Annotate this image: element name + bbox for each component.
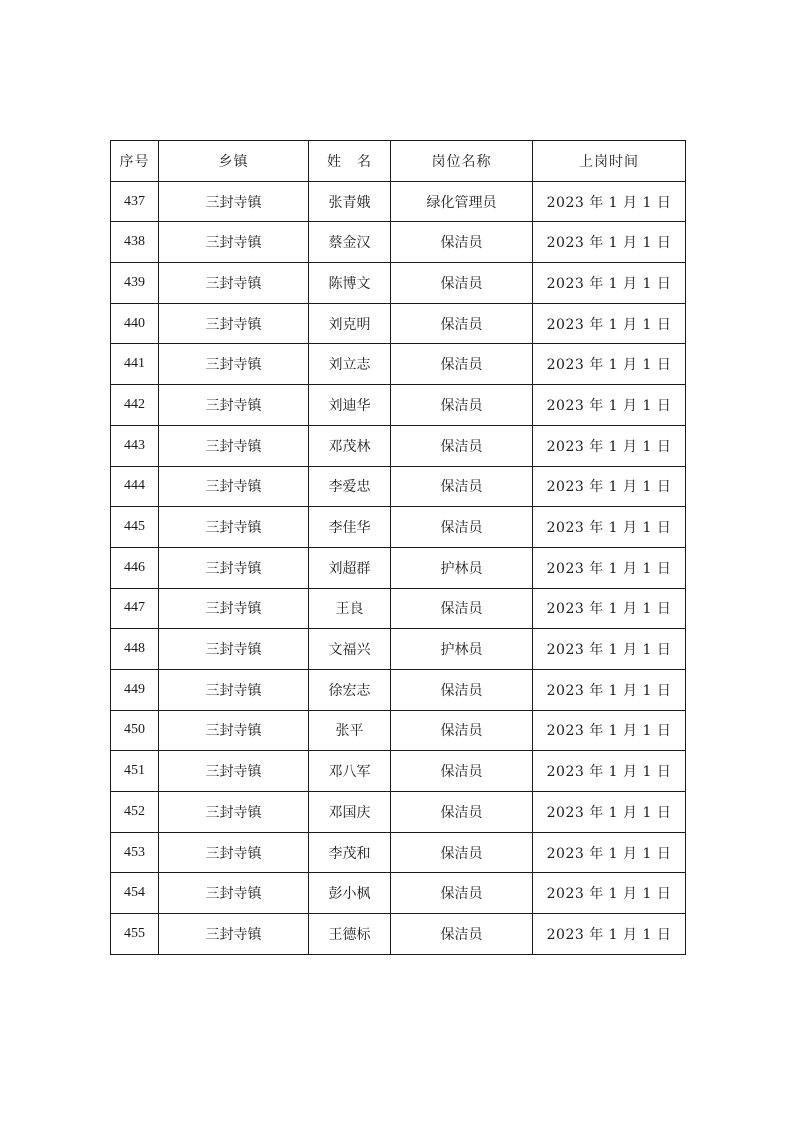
- cell-start-date: 2023 年 1 月 1 日: [533, 385, 686, 426]
- table-row: [111, 425, 686, 466]
- cell-serial-number: 437: [111, 181, 159, 222]
- cell-serial-number: 449: [111, 669, 159, 710]
- cell-name: 李茂和: [309, 832, 391, 873]
- cell-township: 三封寺镇: [159, 385, 309, 426]
- table-row: [111, 385, 686, 426]
- cell-name: 张青娥: [309, 181, 391, 222]
- table-body: [111, 181, 686, 954]
- cell-start-date: 2023 年 1 月 1 日: [533, 222, 686, 263]
- table-row: [111, 710, 686, 751]
- cell-name: 王德标: [309, 914, 391, 955]
- cell-serial-number: 452: [111, 792, 159, 833]
- cell-position: 保洁员: [391, 669, 533, 710]
- cell-name: 邓茂林: [309, 425, 391, 466]
- cell-start-date: 2023 年 1 月 1 日: [533, 792, 686, 833]
- cell-start-date: 2023 年 1 月 1 日: [533, 344, 686, 385]
- cell-name: 刘克明: [309, 303, 391, 344]
- cell-serial-number: 448: [111, 629, 159, 670]
- table-row: [111, 832, 686, 873]
- cell-serial-number: 445: [111, 507, 159, 548]
- cell-position: 保洁员: [391, 263, 533, 304]
- cell-position: 保洁员: [391, 466, 533, 507]
- header-name: 姓 名: [309, 141, 391, 182]
- cell-position: 保洁员: [391, 303, 533, 344]
- cell-name: 刘立志: [309, 344, 391, 385]
- table-row: [111, 181, 686, 222]
- cell-start-date: 2023 年 1 月 1 日: [533, 588, 686, 629]
- cell-township: 三封寺镇: [159, 222, 309, 263]
- table-row: [111, 547, 686, 588]
- table-row: [111, 629, 686, 670]
- cell-township: 三封寺镇: [159, 425, 309, 466]
- staff-roster-table: [110, 140, 686, 955]
- cell-name: 李佳华: [309, 507, 391, 548]
- cell-township: 三封寺镇: [159, 792, 309, 833]
- table-row: [111, 751, 686, 792]
- cell-township: 三封寺镇: [159, 181, 309, 222]
- cell-township: 三封寺镇: [159, 466, 309, 507]
- table-row: [111, 263, 686, 304]
- cell-position: 绿化管理员: [391, 181, 533, 222]
- cell-serial-number: 439: [111, 263, 159, 304]
- cell-position: 护林员: [391, 547, 533, 588]
- table-row: [111, 914, 686, 955]
- cell-township: 三封寺镇: [159, 751, 309, 792]
- cell-position: 保洁员: [391, 832, 533, 873]
- cell-township: 三封寺镇: [159, 547, 309, 588]
- table-row: [111, 588, 686, 629]
- cell-start-date: 2023 年 1 月 1 日: [533, 425, 686, 466]
- cell-start-date: 2023 年 1 月 1 日: [533, 263, 686, 304]
- cell-position: 保洁员: [391, 914, 533, 955]
- cell-serial-number: 454: [111, 873, 159, 914]
- table-row: [111, 344, 686, 385]
- cell-serial-number: 438: [111, 222, 159, 263]
- cell-position: 保洁员: [391, 507, 533, 548]
- cell-serial-number: 444: [111, 466, 159, 507]
- cell-name: 李爱忠: [309, 466, 391, 507]
- table-header: [111, 141, 686, 182]
- cell-serial-number: 451: [111, 751, 159, 792]
- cell-name: 邓八军: [309, 751, 391, 792]
- cell-name: 刘超群: [309, 547, 391, 588]
- cell-township: 三封寺镇: [159, 669, 309, 710]
- cell-start-date: 2023 年 1 月 1 日: [533, 466, 686, 507]
- cell-start-date: 2023 年 1 月 1 日: [533, 507, 686, 548]
- cell-township: 三封寺镇: [159, 303, 309, 344]
- cell-position: 保洁员: [391, 751, 533, 792]
- cell-name: 张平: [309, 710, 391, 751]
- cell-start-date: 2023 年 1 月 1 日: [533, 669, 686, 710]
- header-position: 岗位名称: [391, 141, 533, 182]
- cell-position: 保洁员: [391, 588, 533, 629]
- cell-township: 三封寺镇: [159, 710, 309, 751]
- cell-start-date: 2023 年 1 月 1 日: [533, 873, 686, 914]
- cell-township: 三封寺镇: [159, 588, 309, 629]
- cell-name: 蔡金汉: [309, 222, 391, 263]
- table-row: [111, 792, 686, 833]
- cell-township: 三封寺镇: [159, 344, 309, 385]
- cell-start-date: 2023 年 1 月 1 日: [533, 303, 686, 344]
- cell-start-date: 2023 年 1 月 1 日: [533, 181, 686, 222]
- cell-start-date: 2023 年 1 月 1 日: [533, 751, 686, 792]
- cell-position: 保洁员: [391, 425, 533, 466]
- cell-township: 三封寺镇: [159, 832, 309, 873]
- cell-position: 保洁员: [391, 344, 533, 385]
- cell-name: 王良: [309, 588, 391, 629]
- cell-start-date: 2023 年 1 月 1 日: [533, 832, 686, 873]
- cell-serial-number: 455: [111, 914, 159, 955]
- cell-serial-number: 442: [111, 385, 159, 426]
- table-row: [111, 222, 686, 263]
- cell-position: 保洁员: [391, 792, 533, 833]
- cell-name: 邓国庆: [309, 792, 391, 833]
- cell-township: 三封寺镇: [159, 263, 309, 304]
- cell-start-date: 2023 年 1 月 1 日: [533, 547, 686, 588]
- header-serial-number: 序号: [111, 141, 159, 182]
- cell-position: 护林员: [391, 629, 533, 670]
- cell-position: 保洁员: [391, 873, 533, 914]
- cell-name: 彭小枫: [309, 873, 391, 914]
- table-row: [111, 507, 686, 548]
- cell-serial-number: 443: [111, 425, 159, 466]
- cell-serial-number: 453: [111, 832, 159, 873]
- cell-start-date: 2023 年 1 月 1 日: [533, 629, 686, 670]
- cell-name: 陈博文: [309, 263, 391, 304]
- cell-township: 三封寺镇: [159, 507, 309, 548]
- table-row: [111, 466, 686, 507]
- cell-position: 保洁员: [391, 222, 533, 263]
- table-row: [111, 669, 686, 710]
- cell-serial-number: 446: [111, 547, 159, 588]
- cell-township: 三封寺镇: [159, 629, 309, 670]
- header-township: 乡镇: [159, 141, 309, 182]
- cell-serial-number: 450: [111, 710, 159, 751]
- cell-start-date: 2023 年 1 月 1 日: [533, 710, 686, 751]
- header-start-date: 上岗时间: [533, 141, 686, 182]
- cell-position: 保洁员: [391, 385, 533, 426]
- cell-name: 徐宏志: [309, 669, 391, 710]
- cell-position: 保洁员: [391, 710, 533, 751]
- cell-serial-number: 440: [111, 303, 159, 344]
- table-row: [111, 873, 686, 914]
- cell-serial-number: 441: [111, 344, 159, 385]
- cell-start-date: 2023 年 1 月 1 日: [533, 914, 686, 955]
- cell-serial-number: 447: [111, 588, 159, 629]
- cell-name: 刘迪华: [309, 385, 391, 426]
- header-row: [111, 141, 686, 182]
- cell-township: 三封寺镇: [159, 873, 309, 914]
- cell-township: 三封寺镇: [159, 914, 309, 955]
- table-row: [111, 303, 686, 344]
- cell-name: 文福兴: [309, 629, 391, 670]
